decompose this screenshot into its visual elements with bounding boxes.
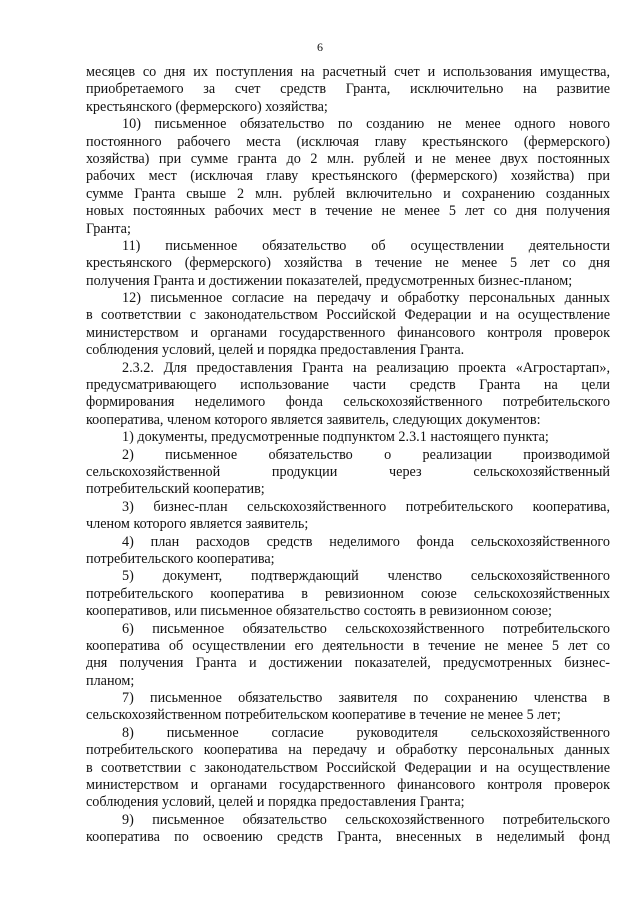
text-line: министерством и органами государственного финансового контроля проверок <box>86 324 610 341</box>
paragraph <box>86 812 610 847</box>
paragraph <box>86 447 610 499</box>
text-line: соблюдения условий, целей и порядка предоставления Гранта. <box>86 342 465 359</box>
document-body <box>86 64 610 847</box>
text-line: 12) письменное согласие на передачу и обработку персональных данных <box>122 290 610 307</box>
text-line: в соответствии с законодательством Российской Федерации и на осуществление <box>86 759 610 776</box>
paragraph <box>86 568 610 620</box>
text-line: 2.3.2. Для предоставления Гранта на реализацию проекта «Агростартап», <box>122 359 610 376</box>
text-line: министерством и органами государственного финансового контроля проверок <box>86 777 610 794</box>
text-line: дня получения Гранта и достижении показателей, предусмотренных бизнес- <box>86 655 610 672</box>
text-line: 7) письменное обязательство заявителя по сохранению членства в <box>122 690 610 707</box>
text-line: планом; <box>86 672 135 689</box>
text-line: сумме Гранта свыше 2 млн. рублей включительно и сохранению созданных <box>86 185 610 202</box>
text-line: крестьянского (фермерского) хозяйства; <box>86 98 328 115</box>
text-line: 10) письменное обязательство по созданию не менее одного нового <box>122 116 610 133</box>
paragraph <box>86 64 610 116</box>
text-line: 1) документы, предусмотренные подпунктом 2.3.1 настоящего пункта; <box>122 429 549 446</box>
text-line: потребительского кооператива в ревизионном союзе сельскохозяйственных <box>86 585 610 602</box>
text-line: 8) письменное согласие руководителя сельскохозяйственного <box>122 724 610 741</box>
text-line: 2) письменное обязательство о реализации производимой <box>122 446 610 463</box>
text-line: предусматривающего использование части средств Гранта на цели <box>86 377 610 394</box>
text-line: новых постоянных рабочих мест в течение не менее 5 лет со дня получения <box>86 203 610 220</box>
text-line: потребительского кооператива на передачу и обработку персональных данных <box>86 742 610 759</box>
paragraph <box>86 690 610 725</box>
text-line: потребительский кооператив; <box>86 481 265 498</box>
text-line: хозяйства) при сумме гранта до 2 млн. рублей и не менее двух постоянных <box>86 150 610 167</box>
text-line: сельскохозяйственном потребительском кооперативе в течение не менее 5 лет; <box>86 707 561 724</box>
text-line: сельскохозяйственной продукции через сельскохозяйственный <box>86 463 610 480</box>
text-line: соблюдения условий, целей и порядка предоставления Гранта; <box>86 794 465 811</box>
paragraph <box>86 116 610 238</box>
paragraph <box>86 534 610 569</box>
text-line: 11) письменное обязательство об осуществлении деятельности <box>122 237 610 254</box>
text-line: кооперативов, или письменное обязательство состоять в ревизионном союзе; <box>86 603 552 620</box>
text-line: кооператива, членом которого является заявитель, следующих документов: <box>86 411 541 428</box>
paragraph <box>86 238 610 290</box>
text-line: 9) письменное обязательство сельскохозяйственного потребительского <box>122 811 610 828</box>
paragraph <box>86 499 610 534</box>
text-line: получения Гранта и достижении показателей, предусмотренных бизнес-планом; <box>86 272 573 289</box>
text-line: 3) бизнес-план сельскохозяйственного потребительского кооператива, <box>122 498 610 515</box>
text-line: приобретаемого за счет средств Гранта, исключительно на развитие <box>86 81 610 98</box>
text-line: рабочих мест (исключая главу крестьянского (фермерского) хозяйства) при <box>86 168 610 185</box>
paragraph <box>86 725 610 812</box>
page-number: 6 <box>317 40 323 54</box>
paragraph <box>86 290 610 360</box>
text-line: кооператива об осуществлении его деятельности в течение не менее 5 лет со <box>86 637 610 654</box>
text-line: кооператива по освоению средств Гранта, внесенных в неделимый фонд <box>86 829 610 846</box>
paragraph <box>86 360 610 430</box>
text-line: Гранта; <box>86 220 131 237</box>
text-line: крестьянского (фермерского) хозяйства в течение не менее 5 лет со дня <box>86 255 610 272</box>
text-line: 4) план расходов средств неделимого фонда сельскохозяйственного <box>122 533 610 550</box>
text-line: 5) документ, подтверждающий членство сельскохозяйственного <box>122 568 610 585</box>
text-line: 6) письменное обязательство сельскохозяйственного потребительского <box>122 620 610 637</box>
text-line: месяцев со дня их поступления на расчетный счет и использования имущества, <box>86 64 610 80</box>
text-line: формирования неделимого фонда сельскохозяйственного потребительского <box>86 394 610 411</box>
paragraph <box>86 429 610 446</box>
text-line: в соответствии с законодательством Российской Федерации и на осуществление <box>86 307 610 324</box>
text-line: постоянного рабочего места (исключая главу крестьянского (фермерского) <box>86 133 610 150</box>
text-line: потребительского кооператива; <box>86 550 275 567</box>
text-line: членом которого является заявитель; <box>86 516 309 533</box>
paragraph <box>86 621 610 691</box>
